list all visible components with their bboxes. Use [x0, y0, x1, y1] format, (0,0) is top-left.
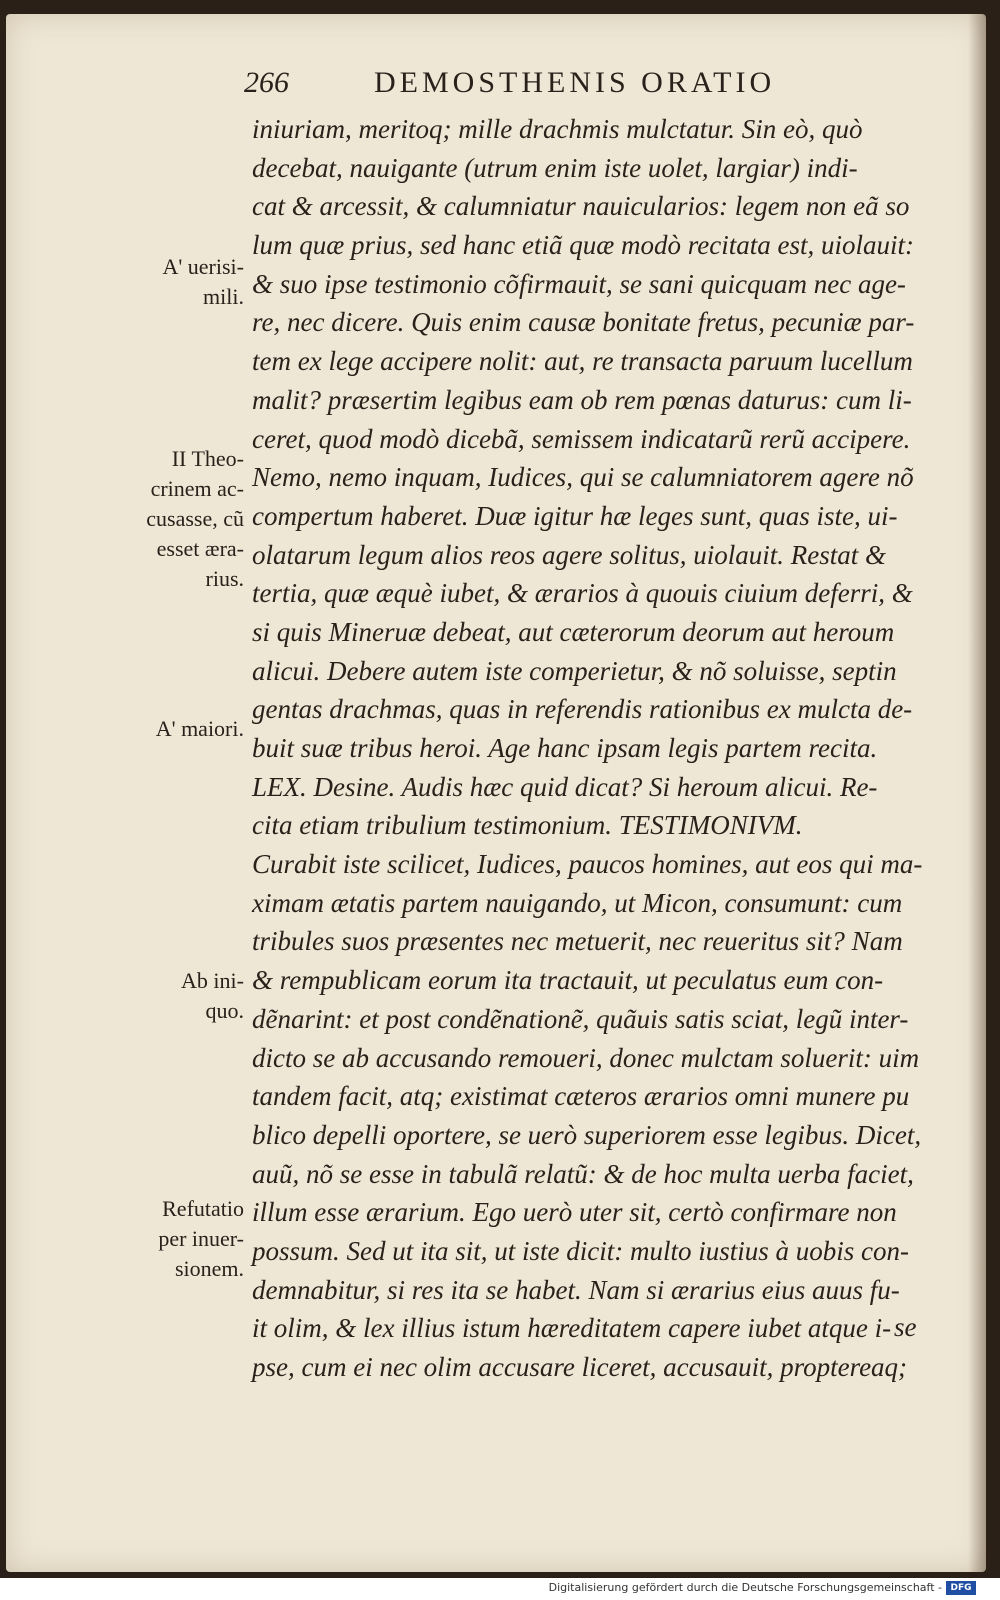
text-line: ceret, quod modò dicebã, semissem indicatarũ rerũ accipere. — [252, 423, 911, 454]
dfg-logo: DFG — [946, 1581, 976, 1595]
margin-note — [146, 444, 244, 594]
margin-note-text: A' uerisi- mili. — [162, 254, 244, 309]
text-line: it olim, & lex illius istum hæreditatem capere iubet atque i- — [252, 1313, 892, 1344]
text-line: tertia, quæ æquè iubet, & ærarios à quouis ciuium deferri, & — [252, 578, 913, 609]
margin-note-text: A' maiori. — [155, 716, 244, 741]
margin-note-text: II Theo- crinem ac- cusasse, cũ esset æra- rius. — [146, 446, 244, 591]
text-line: tandem facit, atq; existimat cæteros ærarios omni munere pu — [252, 1081, 910, 1112]
text-line: lum quæ prius, sed hanc etiã quæ modò recitata est, uiolauit: — [252, 230, 914, 261]
text-line: alicui. Debere autem iste comperietur, & nõ soluisse, septin — [252, 655, 897, 686]
text-line: compertum haberet. Duæ igitur hæ leges sunt, quas iste, ui- — [252, 500, 898, 531]
book-page — [6, 14, 986, 1572]
text-line: dicto se ab accusando remoueri, donec mulctam soluerit: uim — [252, 1042, 920, 1073]
text-line: tribules suos præsentes nec metuerit, nec reueritus sit? Nam — [252, 926, 903, 957]
text-line: possum. Sed ut ita sit, ut iste dicit: multo iustius à uobis con- — [252, 1235, 909, 1266]
text-line: malit? præsertim legibus eam ob rem pœnas daturus: cum li- — [252, 384, 912, 415]
margin-note-text: Ab ini- quo. — [181, 968, 244, 1023]
text-line: auũ, nõ se esse in tabulã relatũ: & de hoc multa uerba faciet, — [252, 1158, 914, 1189]
margin-note — [158, 1194, 244, 1284]
text-line: demnabitur, si res ita se habet. Nam si ærarius eius auus fu- — [252, 1274, 900, 1305]
text-line: Nemo, nemo inquam, Iudices, qui se calumniatorem agere nõ — [252, 462, 914, 493]
text-line: cat & arcessit, & calumniatur nauicularios: legem non eã so — [252, 191, 910, 222]
text-line: olatarum legum alios reos agere solitus, uiolauit. Restat & — [252, 539, 886, 570]
footer-credit: Digitalisierung gefördert durch die Deutsche Forschungsgemeinschaft - — [548, 1581, 942, 1594]
text-line: decebat, nauigante (utrum enim iste uolet, largiar) indi- — [252, 152, 858, 183]
text-line: cita etiam tribulium testimonium. TESTIMONIVM. — [252, 810, 803, 841]
margin-note — [181, 966, 244, 1026]
body-text — [252, 110, 932, 1387]
text-line: LEX. Desine. Audis hæc quid dicat? Si heroum alicui. Re- — [252, 771, 878, 802]
text-line: & rempublicam eorum ita tractauit, ut peculatus eum con- — [252, 965, 884, 996]
text-line: buit suæ tribus heroi. Age hanc ipsam legis partem recita. — [252, 733, 878, 763]
text-line: gentas drachmas, quas in referendis rationibus ex mulcta de- — [252, 694, 913, 725]
text-line: ximam ætatis partem nauigando, ut Micon, consumunt: cum — [252, 887, 903, 918]
text-line: & suo ipse testimonio cõfirmauit, se sani quicquam nec age- — [252, 268, 906, 299]
page-header — [244, 66, 844, 102]
page-number: 266 — [244, 66, 289, 99]
text-line: dẽnarint: et post condẽnationẽ, quãuis satis sciat, legũ inter- — [252, 1003, 909, 1034]
text-line: pse, cum ei nec olim accusare liceret, accusauit, proptereaq; — [252, 1352, 908, 1382]
text-line: si quis Mineruæ debeat, aut cæterorum deorum aut heroum — [252, 616, 895, 647]
text-line: Curabit iste scilicet, Iudices, paucos homines, aut eos qui ma- — [252, 849, 923, 880]
text-line: re, nec dicere. Quis enim causæ bonitate fretus, pecuniæ par- — [252, 307, 915, 338]
margin-note — [162, 252, 244, 312]
text-line: blico depelli oportere, se uerò superiorem esse legibus. Dicet, — [252, 1119, 922, 1150]
text-line: tem ex lege accipere nolit: aut, re transacta paruum lucellum — [252, 346, 913, 377]
margin-note — [156, 714, 244, 744]
footer-bar — [0, 1578, 1000, 1600]
catchword: se — [894, 1312, 917, 1342]
text-line: iniuriam, meritoq; mille drachmis mulctatur. Sin eò, quò — [252, 114, 863, 144]
running-title: DEMOSTHENIS ORATIO — [374, 66, 776, 99]
margin-note-text: Refutatio per inuer- sionem. — [158, 1196, 244, 1281]
text-line: illum esse ærarium. Ego uerò uter sit, certò confirmare non — [252, 1197, 897, 1228]
